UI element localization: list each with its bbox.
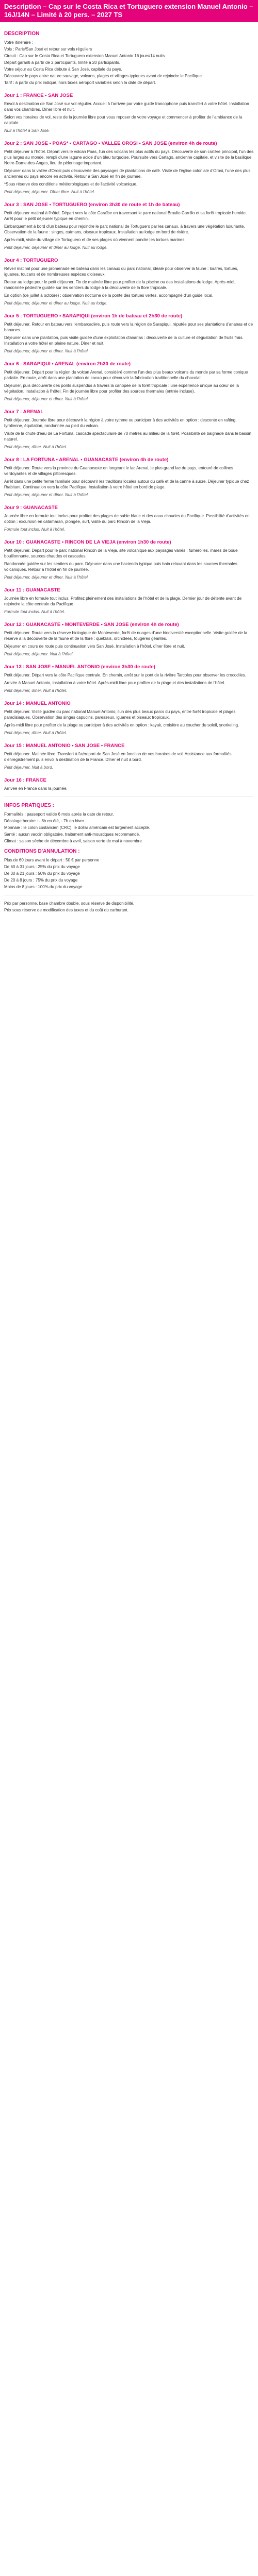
day-paragraph: Petit déjeuner. Route vers la réserve biologique de Monteverde, forêt de nuages d'une biodiversité exceptionnelle. Visite guidée de la réserve à la découverte de la faune et de la flore : quetzals, orchidées, fougères géantes. xyxy=(4,631,248,641)
day-paragraph: Arrêt dans une petite ferme familiale pour découvrir les traditions locales autour du café et de la canne à sucre. Déjeuner typique chez l'habitant. Continuation vers la côte Pacifique. Installation à votre hôtel en bord de plage. xyxy=(4,479,249,489)
day-paragraph: Arrivée en France dans la journée. xyxy=(4,786,68,791)
info-heading: INFOS PRATIQUES : xyxy=(4,803,55,808)
page-header xyxy=(0,0,258,22)
day-meals: Petit déjeuner, déjeuner et dîner au lodge. Nuit au lodge. xyxy=(4,245,108,250)
day-title: Jour 11 : GUANACASTE xyxy=(4,587,60,593)
day-title: Jour 8 : LA FORTUNA • ARENAL • GUANACASTE (environ 4h de route) xyxy=(4,457,169,463)
day-meals: Petit déjeuner, dîner. Nuit à l'hôtel. xyxy=(4,445,67,449)
day-meals: Petit déjeuner. Nuit à bord. xyxy=(4,765,53,770)
day-block xyxy=(4,457,254,498)
divider xyxy=(4,796,254,797)
day-paragraph: Petit déjeuner. Retour en bateau vers l'embarcadère, puis route vers la région de Sarapiqui, réputée pour ses plantations d'ananas et de bananes. xyxy=(4,322,253,332)
intro-item: Votre séjour au Costa Rica débute à San José, capitale du pays. xyxy=(4,67,122,72)
day-title: Jour 3 : SAN JOSE • TORTUGUERO (environ 3h30 de route et 1h de bateau) xyxy=(4,202,180,208)
condition-item: De 30 à 21 jours : 50% du prix du voyage xyxy=(4,871,80,876)
day-paragraph: Arrivée à Manuel Antonio, installation à votre hôtel. Après-midi libre pour profiter de la plage et des installations de l'hôtel. xyxy=(4,681,225,685)
day-paragraph: Petit déjeuner. Visite guidée du parc national Manuel Antonio, l'un des plus beaux parcs du pays, entre forêt tropicale et plages paradisiaques. Observation des singes capucins, paresseux, iguanes et oiseaux tropicaux. xyxy=(4,709,236,720)
day-paragraph: Selon vos horaires de vol, reste de la journée libre pour vous reposer de votre voyage et commencer à profiter de l'ambiance de la capitale. xyxy=(4,115,243,125)
day-block xyxy=(4,587,254,615)
day-title: Jour 4 : TORTUGUERO xyxy=(4,258,58,263)
footer-note: Prix sous réserve de modification des taxes et du coût du carburant. xyxy=(4,908,129,912)
day-block xyxy=(4,505,254,532)
info-item: Climat : saison sèche de décembre à avril, saison verte de mai à novembre. xyxy=(4,839,143,843)
day-paragraph: Envol à destination de San José sur vol régulier. Accueil à l'arrivée par votre guide francophone puis transfert à votre hôtel. Installation dans vos chambres. Dîner libre et nuit. xyxy=(4,101,249,112)
intro-heading: DESCRIPTION xyxy=(4,31,40,37)
conditions-heading: CONDITIONS D'ANNULATION : xyxy=(4,849,80,854)
day-paragraph: Petit déjeuner. Journée libre pour découvrir la région à votre rythme ou participer à des activités en option : descente en rafting, tyrolienne, équitation, randonnée au pied du volcan. xyxy=(4,418,237,428)
day-paragraph: Déjeuner dans une plantation, puis visite guidée d'une exploitation d'ananas : découverte de la culture et dégustation de fruits frais. Installation à votre hôtel en pleine nature. Dîner et nuit. xyxy=(4,335,244,346)
day-meals: Petit déjeuner, dîner. Nuit à l'hôtel. xyxy=(4,731,67,735)
day-paragraph: Petit déjeuner matinal à l'hôtel. Départ vers la côte Caraïbe en traversant le parc national Braulio Carrillo et sa forêt tropicale humide. Arrêt pour le petit déjeuner typique en chemin. xyxy=(4,211,247,221)
info-item: Formalités : passeport valide 6 mois après la date de retour. xyxy=(4,812,114,817)
day-paragraph: Petit déjeuner. Route vers la province du Guanacaste en longeant le lac Arenal, le plus grand lac du pays, entouré de collines verdoyantes et de villages pittoresques. xyxy=(4,466,233,476)
page xyxy=(0,0,258,921)
day-meals: Petit déjeuner, déjeuner et dîner. Nuit à l'hôtel. xyxy=(4,493,89,497)
day-paragraph: Journée libre en formule tout inclus. Profitez pleinement des installations de l'hôtel et de la plage. Dernier jour de détente avant de rejoindre la côte centrale du Pacifique. xyxy=(4,596,242,606)
day-block xyxy=(4,664,254,693)
day-block xyxy=(4,777,254,791)
day-title: Jour 15 : MANUEL ANTONIO • SAN JOSE • FRANCE xyxy=(4,743,125,749)
day-block xyxy=(4,313,254,354)
day-title: Jour 10 : GUANACASTE • RINCON DE LA VIEJA (environ 1h30 de route) xyxy=(4,539,171,545)
day-block xyxy=(4,409,254,450)
day-paragraph: Déjeuner, puis découverte des ponts suspendus à travers la canopée de la forêt tropicale : une expérience unique au cœur de la végétation. Installation à l'hôtel. Fin de journée libre pour profiter des sources thermales (entrée incluse). xyxy=(4,383,239,394)
day-block xyxy=(4,202,254,250)
day-block xyxy=(4,361,254,402)
day-paragraph: Petit déjeuner. Matinée libre. Transfert à l'aéroport de San José en fonction de vos horaires de vol. Assistance aux formalités d'enregistrement puis envol à destination de la France. Dîner et nuit à bord. xyxy=(4,752,232,762)
day-paragraph: Randonnée guidée sur les sentiers du parc. Déjeuner dans une hacienda typique puis bain relaxant dans les sources thermales volcaniques. Retour à l'hôtel en fin de journée. xyxy=(4,562,237,572)
condition-item: Plus de 60 jours avant le départ : 50 € par personne xyxy=(4,858,100,862)
day-paragraph: Déjeuner en cours de route puis continuation vers San José. Installation à l'hôtel, dîner libre et nuit. xyxy=(4,644,185,649)
day-paragraph: *Sous réserve des conditions météorologiques et de l'activité volcanique. xyxy=(4,182,138,187)
day-meals: Petit déjeuner, dîner. Nuit à l'hôtel. xyxy=(4,688,67,693)
day-title: Jour 13 : SAN JOSE • MANUEL ANTONIO (environ 3h30 de route) xyxy=(4,664,155,670)
info-item: Monnaie : le colon costaricien (CRC), le dollar américain est largement accepté. xyxy=(4,825,150,830)
day-meals: Petit déjeuner, déjeuner et dîner au lodge. Nuit au lodge. xyxy=(4,301,108,306)
day-paragraph: Petit déjeuner. Départ pour le parc national Rincón de la Vieja, site volcanique aux paysages variés : fumerolles, mares de boue bouillonnante, sources chaudes et cascades. xyxy=(4,548,238,558)
day-meals: Petit déjeuner, déjeuner et dîner. Nuit à l'hôtel. xyxy=(4,349,89,353)
day-meals: Formule tout inclus. Nuit à l'hôtel. xyxy=(4,609,66,614)
day-paragraph: Petit déjeuner. Départ vers la côte Pacifique centrale. En chemin, arrêt sur le pont de la rivière Tarcoles pour observer les crocodiles. xyxy=(4,673,246,677)
info-item: Décalage horaire : - 8h en été, - 7h en hiver. xyxy=(4,819,85,823)
day-block xyxy=(4,539,254,580)
conditions-list xyxy=(4,857,254,890)
day-paragraph: Petit déjeuner. Départ pour la région du volcan Arenal, considéré comme l'un des plus beaux volcans du monde par sa forme conique parfaite. En route, arrêt dans une plantation de cacao pour découvrir la fabrication traditionnelle du chocolat. xyxy=(4,370,248,380)
main-content xyxy=(0,22,258,921)
intro-item: Circuit : Cap sur le Costa Rica et Tortuguero extension Manuel Antonio 16 jours/14 nuits xyxy=(4,54,165,58)
footer-notes xyxy=(4,901,254,913)
day-block xyxy=(4,141,254,195)
day-title: Jour 2 : SAN JOSE • POAS* • CARTAGO • VALLEE OROSI • SAN JOSE (environ 4h de route) xyxy=(4,141,217,146)
day-title: Jour 5 : TORTUGUERO • SARAPIQUI (environ 1h de bateau et 2h30 de route) xyxy=(4,313,183,319)
info-list xyxy=(4,811,254,844)
day-paragraph: Réveil matinal pour une promenade en bateau dans les canaux du parc national, idéale pour observer la faune : loutres, tortues, iguanes, toucans et de nombreuses espèces d'oiseaux. xyxy=(4,266,238,277)
info-item: Santé : aucun vaccin obligatoire, traitement anti-moustiques recommandé. xyxy=(4,832,140,837)
day-paragraph: Petit déjeuner à l'hôtel. Départ vers le volcan Poas, l'un des volcans les plus actifs du pays. Découverte de son cratère principal, l'un des plus larges au monde, rempli d'une lagune acide d'un bleu turquoise. Poursuite vers Cartago, ancienne capitale, et visite de la basilique Notre-Dame-des-Anges, lieu de pèlerinage important. xyxy=(4,149,254,165)
footer-note: Prix par personne, base chambre double, sous réserve de disponibilité. xyxy=(4,901,135,906)
day-paragraph: Visite de la chute d'eau de La Fortuna, cascade spectaculaire de 70 mètres au milieu de la forêt. Possibilité de baignade dans le bassin naturel. xyxy=(4,431,252,442)
day-meals: Petit déjeuner, déjeuner et dîner. Nuit à l'hôtel. xyxy=(4,397,89,401)
day-paragraph: Journée libre en formule tout inclus pour profiter des plages de sable blanc et des eaux chaudes du Pacifique. Possibilité d'activités en option : excursion en catamaran, plongée, surf, visite du parc Rincón de la Vieja. xyxy=(4,514,250,524)
day-meals: Petit déjeuner, déjeuner. Nuit à l'hôtel. xyxy=(4,652,74,656)
intro-item: Tarif : à partir du prix indiqué, hors taxes aéroport variables selon la date de départ. xyxy=(4,80,156,85)
day-title: Jour 14 : MANUEL ANTONIO xyxy=(4,701,71,706)
day-block xyxy=(4,258,254,306)
page-title: Description – Cap sur le Costa Rica et Tortuguero extension Manuel Antonio – 16J/14N – Limité à 20 pers. – 2027 TS xyxy=(4,3,253,19)
day-paragraph: Retour au lodge pour le petit déjeuner. Fin de matinée libre pour profiter de la piscine ou des installations du lodge. Après-midi, randonnée pédestre guidée sur les sentiers du lodge à la découverte de la flore tropicale. xyxy=(4,280,236,290)
day-title: Jour 1 : FRANCE • SAN JOSE xyxy=(4,93,73,98)
day-paragraph: En option (de juillet à octobre) : observation nocturne de la ponte des tortues vertes, accompagné d'un guide local. xyxy=(4,293,214,298)
condition-item: De 20 à 8 jours : 75% du prix du voyage xyxy=(4,878,78,883)
day-block xyxy=(4,743,254,770)
day-meals: Petit déjeuner, déjeuner. Dîner libre. Nuit à l'hôtel. xyxy=(4,190,95,194)
day-meals: Formule tout inclus. Nuit à l'hôtel. xyxy=(4,527,66,532)
day-title: Jour 6 : SARAPIQUI • ARENAL (environ 2h30 de route) xyxy=(4,361,131,367)
day-meals: Petit déjeuner, déjeuner et dîner. Nuit à l'hôtel. xyxy=(4,575,89,580)
itinerary xyxy=(4,93,254,791)
day-block xyxy=(4,93,254,133)
intro-list xyxy=(4,40,254,86)
day-block xyxy=(4,701,254,736)
day-paragraph: Après-midi, visite du village de Tortuguero et de ses plages où viennent pondre les tortues marines. xyxy=(4,238,186,242)
day-title: Jour 9 : GUANACASTE xyxy=(4,505,58,511)
day-meals: Nuit à l'hôtel à San José. xyxy=(4,128,50,133)
day-paragraph: Déjeuner dans la vallée d'Orosi puis découverte des paysages de plantations de café. Visite de l'église coloniale d'Orosi, l'une des plus anciennes du pays encore en activité. Retour à San José en fin de journée. xyxy=(4,168,251,179)
intro-item: Votre itinéraire : xyxy=(4,40,34,45)
day-title: Jour 12 : GUANACASTE • MONTEVERDE • SAN JOSE (environ 4h de route) xyxy=(4,622,179,628)
intro-item: Découvrez le pays entre nature sauvage, volcans, plages et villages typiques avant de rejoindre le Pacifique. xyxy=(4,74,203,78)
day-paragraph: Embarquement à bord d'un bateau pour rejoindre le parc national de Tortuguero par les canaux, à travers une végétation luxuriante. Observation de la faune : singes, caïmans, oiseaux tropicaux. Installation au lodge en bord de rivière. xyxy=(4,224,245,234)
day-title: Jour 7 : ARENAL xyxy=(4,409,44,415)
day-block xyxy=(4,622,254,657)
condition-item: De 60 à 31 jours : 25% du prix du voyage xyxy=(4,865,80,869)
intro-item: Vols : Paris/San José et retour sur vols réguliers xyxy=(4,47,92,52)
condition-item: Moins de 8 jours : 100% du prix du voyage xyxy=(4,885,83,889)
day-paragraph: Après-midi libre pour profiter de la plage ou participer à des activités en option : kayak, croisière au coucher du soleil, snorkeling. xyxy=(4,723,239,727)
intro-item: Départ garanti à partir de 2 participants, limité à 20 participants. xyxy=(4,60,121,65)
day-title: Jour 16 : FRANCE xyxy=(4,777,46,783)
